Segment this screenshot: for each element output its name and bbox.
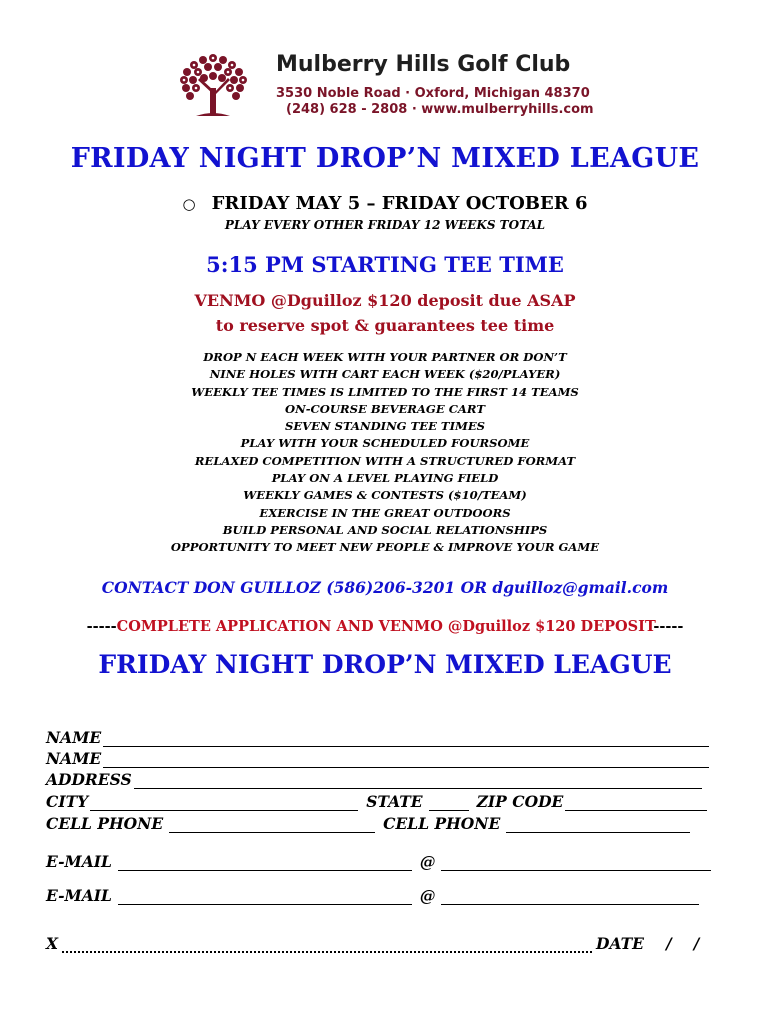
city-row [46,792,709,811]
email-domain-field-2[interactable] [441,890,699,905]
state-field[interactable] [429,796,469,811]
feature-item: SEVEN STANDING TEE TIMES [284,419,486,434]
feature-item: DROP N EACH WEEK WITH YOUR PARTNER OR DON’T [203,350,567,364]
tee-time: 5:15 PM STARTING TEE TIME [206,252,564,277]
mulberry-tree-icon [176,50,276,120]
dash-left: ----- [86,618,117,635]
venmo-deposit-line: VENMO @Dguilloz $120 deposit due ASAP [194,291,576,310]
email-domain-field-1[interactable] [441,856,711,871]
season-dates [0,193,770,214]
date-slash: / [666,934,672,953]
signature-x-label: X [46,934,59,953]
email-row-1 [46,852,713,871]
name-row-2 [46,749,711,768]
feature-item: ON-COURSE BEVERAGE CART [285,401,485,416]
email-label: E-MAIL [46,852,112,871]
name-label: NAME [46,749,102,768]
club-address: 3530 Noble Road · Oxford, Michigan 48370 [276,86,590,101]
cell-phone-label: CELL PHONE [46,814,164,833]
date-slash: / [693,934,700,953]
email-row-2 [46,886,701,905]
signature-field[interactable] [62,938,592,953]
feature-item: WEEKLY GAMES & CONTESTS ($10/TEAM) [243,488,527,503]
feature-item: EXERCISE IN THE GREAT OUTDOORS [259,505,511,520]
zip-field[interactable] [565,796,707,811]
email-label: E-MAIL [46,886,112,905]
email-user-field-2[interactable] [118,890,412,905]
date-label: DATE [596,934,644,953]
venmo-reserve-line: to reserve spot & guarantees tee time [215,316,555,335]
feature-item: BUILD PERSONAL AND SOCIAL RELATIONSHIPS [222,522,548,537]
league-title: FRIDAY NIGHT DROP’N MIXED LEAGUE [70,143,700,174]
schedule-note: PLAY EVERY OTHER FRIDAY 12 WEEKS TOTAL [224,218,546,232]
bullet-icon: ○ [182,195,196,213]
at-sign: @ [419,886,436,905]
city-label: CITY [46,792,89,811]
state-label: STATE [366,792,423,811]
complete-application-line [0,618,770,635]
name-field-1[interactable] [103,732,709,747]
season-dates-text: FRIDAY MAY 5 – FRIDAY OCTOBER 6 [211,193,588,214]
feature-item: RELAXED COMPETITION WITH A STRUCTURED FORMAT [194,453,576,468]
zip-label: ZIP CODE [476,792,564,811]
cell-phone-field-2[interactable] [506,818,690,833]
feature-item: NINE HOLES WITH CART EACH WEEK ($20/PLAYER) [209,367,561,382]
name-label: NAME [46,728,102,747]
feature-item: OPPORTUNITY TO MEET NEW PEOPLE & IMPROVE YOUR GAME [170,540,600,555]
address-row [46,770,704,789]
address-label: ADDRESS [46,770,132,789]
complete-application-text: COMPLETE APPLICATION AND VENMO @Dguilloz $120 DEPOSIT [116,618,654,635]
name-row-1 [46,728,711,747]
email-user-field-1[interactable] [118,856,412,871]
at-sign: @ [419,852,436,871]
feature-item: PLAY ON A LEVEL PLAYING FIELD [271,471,499,486]
form-title: FRIDAY NIGHT DROP’N MIXED LEAGUE [98,650,672,679]
dash-right: ----- [653,618,684,635]
cell-phone-label: CELL PHONE [383,814,501,833]
club-contact: (248) 628 - 2808 · www.mulberryhills.com [286,102,594,117]
contact-line: CONTACT DON GUILLOZ (586)206-3201 OR dguilloz@gmail.com [101,578,669,597]
signature-row [46,934,699,953]
features-list [0,349,770,557]
address-field[interactable] [134,774,702,789]
cell-phone-field-1[interactable] [169,818,375,833]
name-field-2[interactable] [103,753,709,768]
city-field[interactable] [90,796,358,811]
feature-item: PLAY WITH YOUR SCHEDULED FOURSOME [240,436,530,451]
club-name: Mulberry Hills Golf Club [276,52,571,77]
cell-phone-row [46,814,692,833]
feature-item: WEEKLY TEE TIMES IS LIMITED TO THE FIRST 14 TEAMS [191,384,579,399]
